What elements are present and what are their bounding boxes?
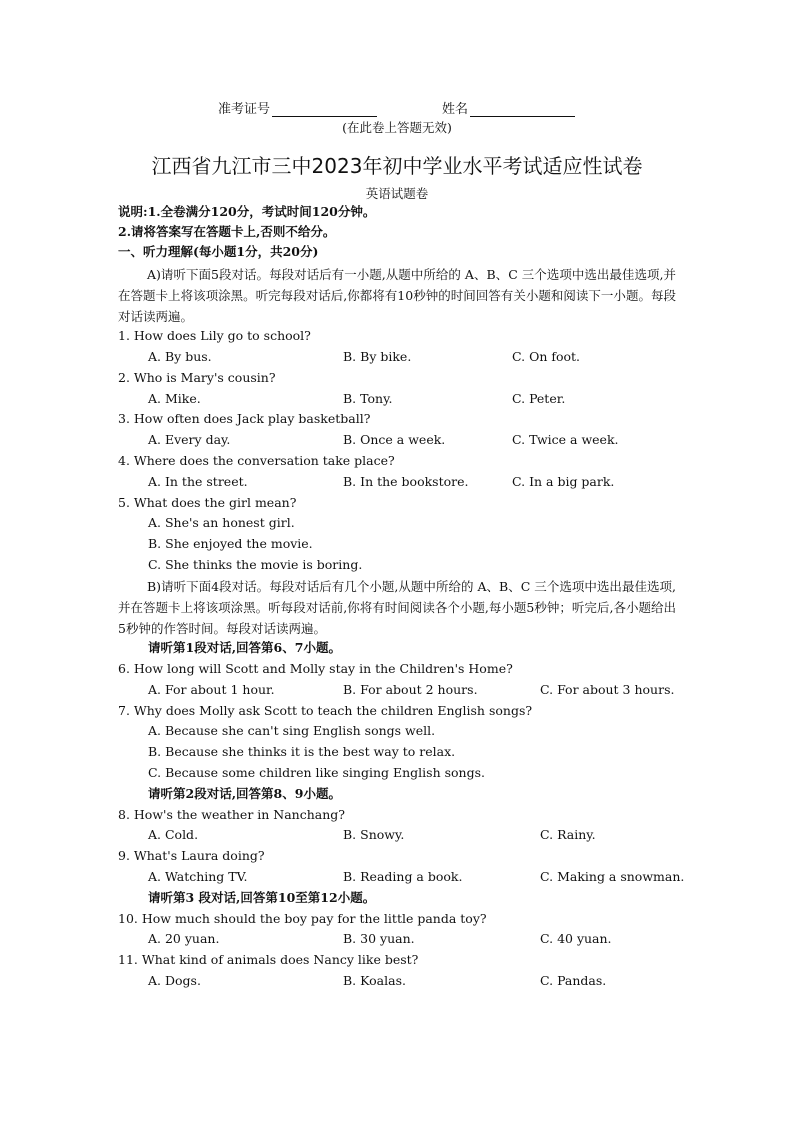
question-3-option-c[interactable]: C. Twice a week. [512,432,619,447]
exam-title: 江西省九江市三中2023年初中学业水平考试适应性试卷 [151,154,643,178]
question-2-option-c[interactable]: C. Peter. [512,391,566,406]
question-5-option-c[interactable]: C. She thinks the movie is boring. [148,557,363,572]
question-4-stem: 4. Where does the conversation take place? [118,453,395,468]
note-1: 说明:1.全卷满分120分，考试时间120分钟。 [118,204,376,219]
question-9-option-c[interactable]: C. Making a snowman. [540,869,685,884]
question-8-option-b[interactable]: B. Snowy. [343,827,405,842]
question-10-stem: 10. How much should the boy pay for the little panda toy? [118,911,487,926]
note-2: 2.请将答案写在答题卡上,否则不给分。 [118,224,336,239]
question-6-option-b[interactable]: B. For about 2 hours. [343,682,478,697]
question-1-stem: 1. How does Lily go to school? [118,328,311,343]
exam-subtitle: 英语试题卷 [365,186,429,201]
dialog-1-instruction: 请听第1段对话,回答第6、7小题。 [148,640,341,655]
question-5-option-a[interactable]: A. She's an honest girl. [148,515,295,530]
exam-number-blank[interactable] [272,103,377,117]
question-6-stem: 6. How long will Scott and Molly stay in the Children's Home? [118,661,513,676]
question-1-option-a[interactable]: A. By bus. [148,349,212,364]
question-3-option-b[interactable]: B. Once a week. [343,432,446,447]
question-3-stem: 3. How often does Jack play basketball? [118,411,371,426]
question-7-option-c[interactable]: C. Because some children like singing English songs. [148,765,485,780]
question-7-option-a[interactable]: A. Because she can't sing English songs well. [148,723,436,738]
dialog-2-instruction: 请听第2段对话,回答第8、9小题。 [148,786,341,801]
question-9-stem: 9. What's Laura doing? [118,848,265,863]
question-10-option-b[interactable]: B. 30 yuan. [343,931,415,946]
part-a-intro: A)请听下面5段对话。每段对话后有一小题,从题中所给的 A、B、C 三个选项中选出最佳选项,并在答题卡上将该项涂黑。听完每段对话后,你都将有10秒钟的时间回答有关小题和阅读下一小题。每段对话读两遍。 [118,267,676,324]
exam-number-label: 准考证号 [218,102,271,117]
question-11-option-a[interactable]: A. Dogs. [148,973,201,988]
question-7-option-b[interactable]: B. Because she thinks it is the best way to relax. [148,744,456,759]
question-9-option-b[interactable]: B. Reading a book. [343,869,463,884]
question-8-stem: 8. How's the weather in Nanchang? [118,807,345,822]
dialog-3-instruction: 请听第3 段对话,回答第10至第12小题。 [148,890,376,905]
question-7-stem: 7. Why does Molly ask Scott to teach the children English songs? [118,703,533,718]
question-11-option-c[interactable]: C. Pandas. [540,973,607,988]
exam-number-field [218,98,377,117]
name-label: 姓名 [442,102,469,117]
section-1-heading: 一、听力理解(每小题1分，共20分) [118,244,319,259]
question-1-option-c[interactable]: C. On foot. [512,349,581,364]
question-10-option-a[interactable]: A. 20 yuan. [148,931,220,946]
question-2-stem: 2. Who is Mary's cousin? [118,370,276,385]
question-8-option-a[interactable]: A. Cold. [148,827,199,842]
question-4-option-c[interactable]: C. In a big park. [512,474,615,489]
question-5-option-b[interactable]: B. She enjoyed the movie. [148,536,313,551]
no-answer-note: (在此卷上答题无效) [342,120,452,135]
name-field [442,98,575,117]
part-b-intro: B)请听下面4段对话。每段对话后有几个小题,从题中所给的 A、B、C 三个选项中选出最佳选项,并在答题卡上将该项涂黑。听每段对话前,你将有时间阅读各个小题,每小题5秒钟；听完后,各小题给出5秒钟的作答时间。每段对话读两遍。 [118,579,676,636]
question-11-option-b[interactable]: B. Koalas. [343,973,406,988]
question-4-option-a[interactable]: A. In the street. [148,474,248,489]
question-2-option-a[interactable]: A. Mike. [148,391,201,406]
question-5-stem: 5. What does the girl mean? [118,495,297,510]
question-10-option-c[interactable]: C. 40 yuan. [540,931,612,946]
question-2-option-b[interactable]: B. Tony. [343,391,393,406]
name-blank[interactable] [470,103,575,117]
question-8-option-c[interactable]: C. Rainy. [540,827,596,842]
question-11-stem: 11. What kind of animals does Nancy like best? [118,952,419,967]
question-9-option-a[interactable]: A. Watching TV. [148,869,248,884]
question-3-option-a[interactable]: A. Every day. [148,432,231,447]
question-6-option-c[interactable]: C. For about 3 hours. [540,682,675,697]
question-4-option-b[interactable]: B. In the bookstore. [343,474,469,489]
question-1-option-b[interactable]: B. By bike. [343,349,412,364]
question-6-option-a[interactable]: A. For about 1 hour. [148,682,275,697]
